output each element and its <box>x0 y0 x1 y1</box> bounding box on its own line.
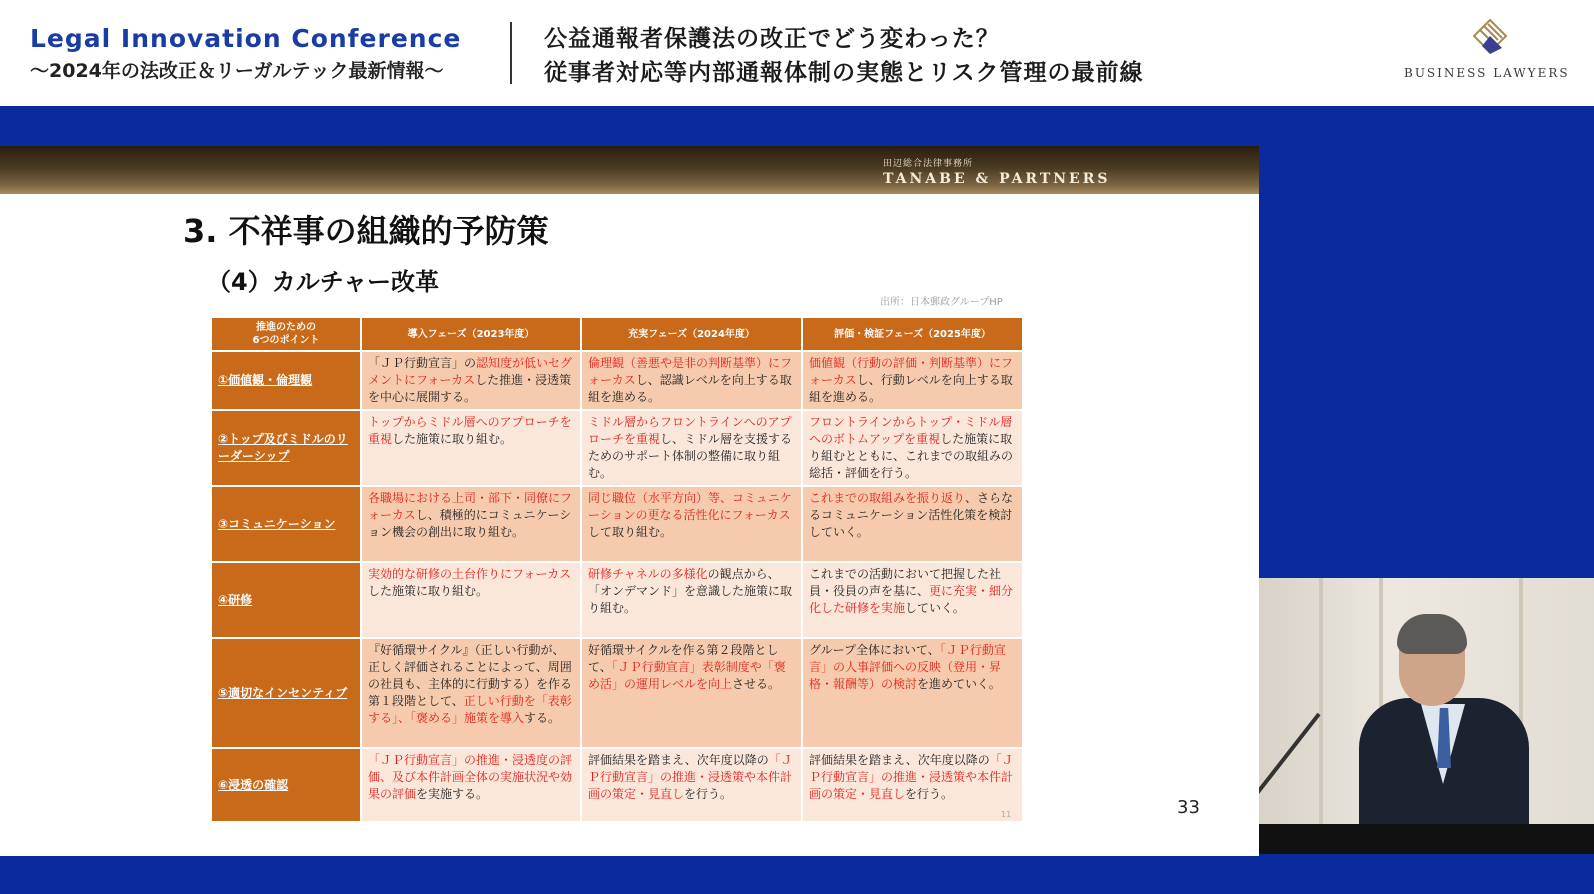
table-cell <box>361 748 581 822</box>
highlighted-text: 「ＪＰ行動宣言」の推進・浸透策や本件計画の策定・見直し <box>809 753 1014 801</box>
table-cell <box>581 562 802 638</box>
session-title-line-1: 公益通報者保護法の改正でどう変わった？ <box>544 26 1000 52</box>
highlighted-text: 認知度が低いセグメントにフォーカス <box>368 356 573 387</box>
highlighted-text: 「ＪＰ行動宣言」表彰制度や「褒め活」の運用レベルを向上 <box>588 660 786 691</box>
conference-subtitle: ～2024年の法改正＆リーガルテック最新情報～ <box>30 60 444 82</box>
conference-header <box>0 0 1594 106</box>
highlighted-text: 倫理観（善悪や是非の判断基準）にフォーカス <box>588 356 793 387</box>
table-header-cell: 充実フェーズ（2024年度） <box>581 317 802 351</box>
cell-text: 評価結果を踏まえ、次年度以降の <box>588 753 769 767</box>
table-header-cell: 推進のための 6つのポイント <box>211 317 361 351</box>
table-cell <box>802 486 1023 562</box>
table-row <box>211 748 1023 822</box>
speaker-hair <box>1397 614 1467 654</box>
highlighted-text: 価値観（行動の評価・判断基準）にフォーカス <box>809 356 1014 387</box>
row-label: ②トップ及びミドルのリーダーシップ <box>211 410 361 486</box>
highlighted-text: 同じ職位（水平方向）等、コミュニケーションの更なる活性化にフォーカス <box>588 491 792 522</box>
slide-header-bar <box>0 146 1259 194</box>
cell-text: を実施する。 <box>416 787 489 801</box>
highlighted-text: トップからミドル層へのアプローチを重視 <box>368 415 572 446</box>
firm-name-jp: 田辺総合法律事務所 <box>883 159 974 169</box>
header-divider <box>510 22 512 84</box>
table-row <box>211 351 1023 410</box>
presentation-slide <box>0 146 1259 856</box>
table-row <box>211 486 1023 562</box>
cell-text: した施策に取り組む。 <box>368 584 489 598</box>
inner-page-number: 11 <box>1001 810 1012 819</box>
slide-title: 3. 不祥事の組織的予防策 <box>183 212 549 250</box>
cell-text: グループ全体において、 <box>809 643 940 657</box>
culture-reform-table <box>210 316 1024 823</box>
cell-text: これまでの活動において把握した社員・役員の声を基に、 <box>809 567 1002 598</box>
source-note: 出所：日本郵政グループHP <box>880 297 1003 308</box>
highlighted-text: 正しい行動を「表彰する」、「褒める」施策を導入 <box>368 694 572 725</box>
table-cell <box>581 638 802 748</box>
table-cell <box>802 351 1023 410</box>
cell-text: し、行動レベルを向上する取組を進める。 <box>809 373 1013 404</box>
speaker-video <box>1259 578 1594 854</box>
table-cell <box>361 562 581 638</box>
highlighted-text: 研修チャネルの多様化 <box>588 567 708 581</box>
row-label: ①価値観・倫理観 <box>211 351 361 410</box>
cell-text: を進めていく。 <box>917 677 1001 691</box>
highlighted-text: これまでの取組みを振り返り <box>809 491 966 505</box>
highlighted-text: 「ＪＰ行動宣言」の推進・浸透策や本件計画の策定・見直し <box>588 753 793 801</box>
cell-text: して取り組む。 <box>588 525 673 539</box>
table-header-row <box>211 317 1023 351</box>
table-cell <box>361 351 581 410</box>
cell-text: する。 <box>524 711 561 725</box>
highlighted-text: 「ＪＰ行動宣言」の人事評価への反映（登用・昇格・報酬等）の検討 <box>809 643 1006 691</box>
cell-text: し、積極的にコミュニケーション機会の創出に取り組む。 <box>368 508 572 539</box>
highlighted-text: 「ＪＰ行動宣言」の推進・浸透度の評価、及び本件計画全体の実施状況や効果の評価 <box>368 753 573 801</box>
cell-text: 好循環サイクルを作る第２段階として、 <box>588 643 779 674</box>
table-header-cell: 導入フェーズ（2023年度） <box>361 317 581 351</box>
highlighted-text: ミドル層からフロントラインへのアプローチを重視 <box>588 415 792 446</box>
table-cell <box>802 410 1023 486</box>
table-row <box>211 638 1023 748</box>
slide-page-number: 33 <box>1177 797 1200 818</box>
layered-diamond-icon <box>1468 16 1512 56</box>
cell-text: し、ミドル層を支援するためのサポート体制の整備に取り組む。 <box>588 432 793 480</box>
cell-text: した推進・浸透策を中心に展開する。 <box>368 373 572 404</box>
bottom-band <box>0 856 1594 894</box>
firm-name-en: TANABE & PARTNERS <box>883 171 1111 187</box>
cell-text: し、認識レベルを向上する取組を進める。 <box>588 373 792 404</box>
table-row <box>211 410 1023 486</box>
table-cell <box>581 351 802 410</box>
row-label: ③コミュニケーション <box>211 486 361 562</box>
conference-title: Legal Innovation Conference <box>30 24 462 53</box>
cell-text: させる。 <box>732 677 781 691</box>
cell-text: した施策に取り組むとともに、これまでの取組みの総括・評価を行う。 <box>809 432 1014 480</box>
cell-text: 評価結果を踏まえ、次年度以降の <box>809 753 990 767</box>
cell-text: 「ＪＰ行動宣言」の <box>368 356 477 370</box>
table-cell <box>361 638 581 748</box>
cell-text: の観点から、「オンデマンド」を意識した施策に取り組む。 <box>588 567 793 615</box>
table-row <box>211 562 1023 638</box>
highlighted-text: 更に充実・細分化した研修を実施 <box>809 584 1014 615</box>
session-title-line-2: 従事者対応等内部通報体制の実態とリスク管理の最前線 <box>544 60 1144 86</box>
cell-text: を行う。 <box>684 787 733 801</box>
table-header-cell: 評価・検証フェーズ（2025年度） <box>802 317 1023 351</box>
table-cell <box>361 486 581 562</box>
row-label: ⑤適切なインセンティブ <box>211 638 361 748</box>
table-cell <box>802 748 1023 822</box>
highlighted-text: 各職場における上司・部下・同僚にフォーカス <box>368 491 573 522</box>
row-label: ④研修 <box>211 562 361 638</box>
podium <box>1259 824 1594 854</box>
cell-text: を行う。 <box>905 787 954 801</box>
cell-text: した施策に取り組む。 <box>392 432 513 446</box>
table-cell <box>581 486 802 562</box>
cell-text: 『好循環サイクル』（正しい行動が、正しく評価されることによって、周囲の社員も、主体的に行動する）を作る第１段階として、 <box>368 643 573 708</box>
cell-text: していく。 <box>905 601 965 615</box>
slide-subtitle: （4）カルチャー改革 <box>207 268 439 296</box>
highlighted-text: フロントラインからトップ・ミドル層へのボトムアップを重視 <box>809 415 1013 446</box>
business-lawyers-logo-text: BUSINESS LAWYERS <box>1404 66 1570 80</box>
table-cell <box>581 748 802 822</box>
highlighted-text: 実効的な研修の土台作りにフォーカス <box>368 567 572 581</box>
table-cell <box>802 638 1023 748</box>
table-cell <box>361 410 581 486</box>
table-cell <box>802 562 1023 638</box>
row-label: ⑥浸透の確認 <box>211 748 361 822</box>
table-cell <box>581 410 802 486</box>
cell-text: 、さらなるコミュニケーション活性化策を検討していく。 <box>809 491 1014 539</box>
